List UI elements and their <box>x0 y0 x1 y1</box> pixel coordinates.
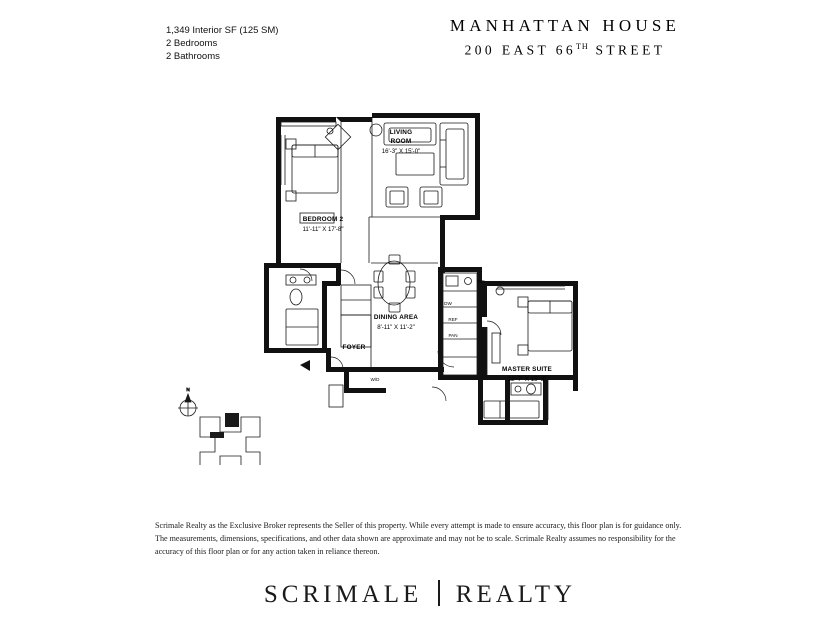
building-title-block <box>400 16 730 59</box>
dim-master: 12'-7" X 15'-3" <box>507 376 547 383</box>
appliance-label-dw: DW <box>444 301 452 306</box>
building-address <box>400 42 730 59</box>
compass-rose <box>178 387 198 416</box>
label-bedroom2: BEDROOM 2 <box>302 216 344 223</box>
unit-specs <box>166 24 278 63</box>
floor-plan-drawing <box>0 95 840 465</box>
door-swings <box>300 269 501 401</box>
bathroom-count: 2 Bathrooms <box>166 51 220 62</box>
interior-linework <box>281 118 565 420</box>
logo-divider <box>438 580 440 606</box>
label-living-line1: LIVING <box>389 129 413 136</box>
bathroom2-fixtures <box>286 275 343 407</box>
logo-left-word: SCRIMALE <box>263 581 423 608</box>
dining-furniture <box>374 255 415 312</box>
room-labels <box>303 129 553 383</box>
address-pre: 200 EAST 66 <box>464 42 577 58</box>
living-room-furniture <box>370 123 468 207</box>
appliance-label-wd: W/D <box>370 377 380 382</box>
label-master: MASTER SUITE <box>502 366 552 373</box>
label-living-line2: ROOM <box>390 138 412 145</box>
appliance-label-pan: PAN <box>448 333 458 338</box>
address-ordinal: TH <box>576 42 589 51</box>
interior-sf: 1,349 Interior SF (125 SM) <box>166 25 279 36</box>
bedroom-count: 2 Bedrooms <box>166 38 218 49</box>
logo-right-word: REALTY <box>455 581 577 608</box>
master-suite-furniture <box>492 287 572 363</box>
label-foyer: FOYER <box>342 344 366 351</box>
key-plan <box>200 413 260 465</box>
building-name: MANHATTAN HOUSE <box>449 16 681 35</box>
dim-dining: 8'-11" X 11'-2" <box>377 324 415 331</box>
appliance-label-wc: WC <box>477 279 485 284</box>
appliance-label-ref: REF <box>448 317 458 322</box>
kitchen-fixtures <box>443 273 477 375</box>
dim-bedroom2: 11'-11" X 17'-8" <box>302 226 344 233</box>
compass-north-label: N <box>186 387 190 392</box>
brand-logo <box>0 580 840 609</box>
dim-living: 16'-3" X 15'-0" <box>381 148 421 155</box>
address-post: STREET <box>595 42 666 58</box>
master-bath-fixtures <box>484 383 541 418</box>
disclaimer-text: Scrimale Realty as the Exclusive Broker represents the Seller of this property. While every attempt is made to ensure accuracy, this floor plan is for guidance only. The measurements, dimensions, specifications, and other data shown are approximate and may not be to scale. Scrimale Realty assumes no responsibility for the accuracy of this floor plan or for any action taken in reliance thereon. <box>155 521 682 556</box>
label-dining: DINING AREA <box>373 314 419 321</box>
